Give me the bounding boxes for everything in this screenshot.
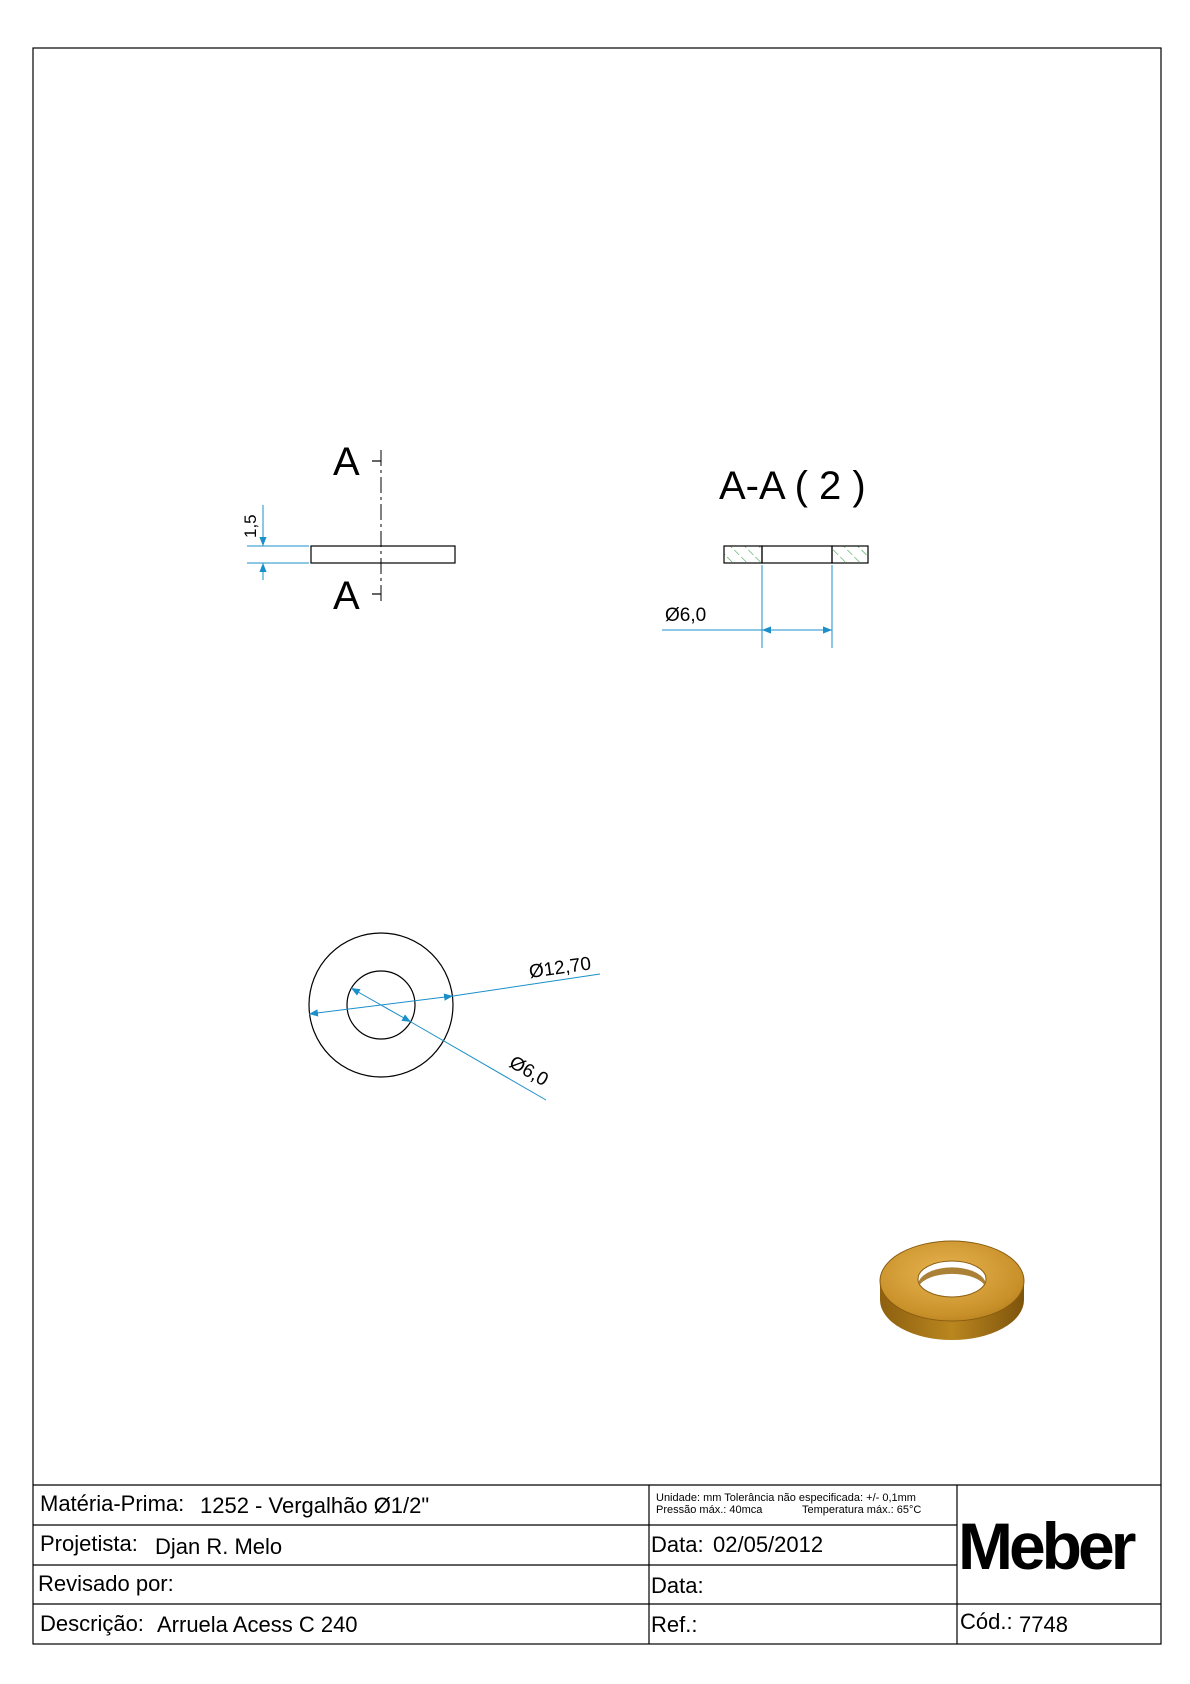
side-view [241,440,455,618]
section-label-bottom: A [333,574,360,618]
washer-3d-hole [918,1261,986,1297]
projetista-value: Djan R. Melo [155,1534,283,1559]
data-label-1: Data: [651,1532,704,1557]
data-label-2: Data: [651,1573,704,1598]
outer-dim-leader [453,974,600,996]
revisado-label: Revisado por: [38,1571,174,1596]
section-label-top: A [333,440,360,484]
materia-prima-label: Matéria-Prima: [40,1491,185,1516]
cod-label: Cód.: [960,1609,1013,1634]
dim-section-bore-text: Ø6,0 [665,605,707,626]
section-view-title: A-A ( 2 ) [719,464,866,508]
section-view [662,464,868,648]
materia-prima-value: 1252 - Vergalhão Ø1/2" [200,1493,430,1518]
ref-label: Ref.: [651,1612,698,1637]
section-hatch-left [724,546,762,563]
notes-line-3: Temperatura máx.: 65°C [802,1504,922,1516]
top-view [309,933,600,1100]
notes-line-1: Unidade: mm Tolerância não especificada: +/- 0,1mm [656,1492,916,1504]
data-value-1: 02/05/2012 [713,1532,824,1557]
projetista-label: Projetista: [40,1531,138,1556]
washer-3d-render [880,1241,1024,1340]
section-bore [762,546,832,563]
dim-thickness-text: 1,5 [241,514,260,538]
meber-logo: Meber [958,1509,1133,1583]
notes-line-2: Pressão máx.: 40mca [656,1504,763,1516]
dim-inner-diameter-text: Ø6,0 [505,1052,552,1091]
inner-dim-arrow [351,988,411,1022]
cod-value: 7748 [1019,1612,1068,1637]
section-hatch-right [832,546,868,563]
washer-edge-outline [311,546,455,563]
dim-outer-diameter-text: Ø12,70 [527,953,593,983]
descricao-value: Arruela Acess C 240 [157,1612,358,1637]
sheet-border [33,48,1161,1644]
descricao-label: Descrição: [40,1611,144,1636]
